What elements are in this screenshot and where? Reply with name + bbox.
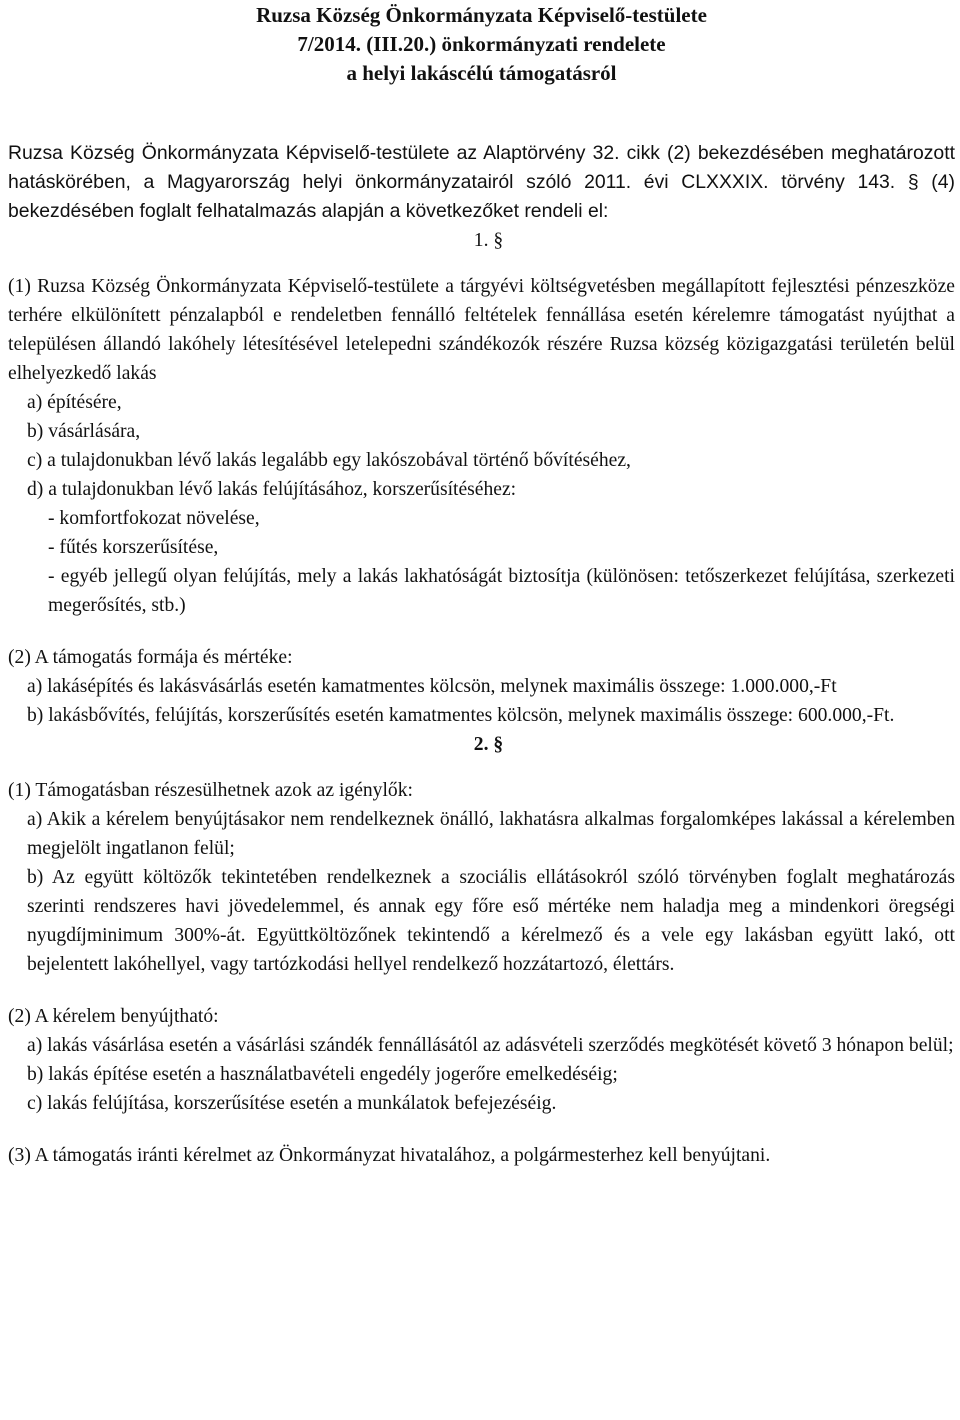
preamble: Ruzsa Község Önkormányzata Képviselő-testülete az Alaptörvény 32. cikk (2) bekezdésében meghatározott hatáskörében, a Magyarország helyi önkormányzatairól szóló 2011. évi CLXXXIX. törvény 143. § (4) bekezdésében foglalt felhatalmazás alapján a következőket rendeli el: [8, 142, 955, 222]
section-2-paragraph-1: (1) Támogatásban részesülhetnek azok az igénylők: [8, 780, 413, 801]
list-item: b) Az együtt költözők tekintetében rendelkeznek a szociális ellátásokról szóló törvényben foglalt meghatározás szerinti rendszeres havi jövedelemmel, és annak egy főre eső mértéke nem haladja meg a mindenkori öregségi nyugdíjminimum 300%-át. Együttköltözőnek tekintendő a kérelmező és a vele egy lakásban együtt lakó, ott bejelentett lakóhellyel, vagy tartózkodási hellyel rendelkező hozzátartozó, élettárs. [27, 867, 955, 975]
list-item: c) lakás felújítása, korszerűsítése esetén a munkálatok befejezéséig. [27, 1093, 557, 1114]
list-item: a) építésére, [27, 392, 122, 413]
section-2-paragraph-2: (2) A kérelem benyújtható: [8, 1006, 219, 1027]
list-item: a) lakás vásárlása esetén a vásárlási szándék fennállásától az adásvételi szerződés megkötését követő 3 hónapon belül; [27, 1035, 954, 1056]
section-2-heading: 2. § [473, 734, 504, 755]
list-item: b) vásárlására, [27, 421, 141, 442]
list-item: a) Akik a kérelem benyújtásakor nem rendelkeznek önálló, lakhatásra alkalmas forgalomképes lakással a kérelemben megjelölt ingatlanon felül; [27, 809, 955, 859]
list-item: a) lakásépítés és lakásvásárlás esetén kamatmentes kölcsön, melynek maximális összege: 1.000.000,-Ft [27, 676, 837, 697]
title-line-3: a helyi lakáscélú támogatásról [346, 61, 617, 85]
title-line-1: Ruzsa Község Önkormányzata Képviselő-testülete [256, 3, 707, 27]
list-item: - egyéb jellegű olyan felújítás, mely a lakás lakhatóságát biztosítja (különösen: tetőszerkezet felújítása, szerkezeti megerősítés, stb.) [48, 566, 955, 616]
section-1-paragraph-2: (2) A támogatás formája és mértéke: [8, 647, 293, 668]
list-item: b) lakásbővítés, felújítás, korszerűsítés esetén kamatmentes kölcsön, melynek maximális összege: 600.000,-Ft. [27, 705, 895, 726]
list-item: b) lakás építése esetén a használatbavételi engedély jogerőre emelkedéséig; [27, 1064, 618, 1085]
list-item: - komfortfokozat növelése, [48, 508, 260, 529]
list-item: c) a tulajdonukban lévő lakás legalább egy lakószobával történő bővítéséhez, [27, 450, 631, 471]
section-1-paragraph-1: (1) Ruzsa Község Önkormányzata Képviselő-testülete a tárgyévi költségvetésben megállapított fejlesztési pénzeszköze terhére elkülönített pénzalapból e rendeletben fennálló feltételek fennállása esetén kérelemre támogatást nyújthat a településen állandó lakóhely létesítésével letelepedni szándékozók részére Ruzsa község közigazgatási területén belül elhelyezkedő lakás [8, 276, 955, 384]
list-item: d) a tulajdonukban lévő lakás felújításához, korszerűsítéséhez: [27, 479, 517, 500]
section-2-paragraph-3: (3) A támogatás iránti kérelmet az Önkormányzat hivatalához, a polgármesterhez kell benyújtani. [8, 1145, 771, 1166]
section-1-heading: 1. § [473, 230, 504, 251]
list-item: - fűtés korszerűsítése, [48, 537, 219, 558]
title-line-2: 7/2014. (III.20.) önkormányzati rendelete [297, 32, 666, 56]
document-page [8, 0, 955, 1170]
regulation-title [8, 0, 955, 88]
